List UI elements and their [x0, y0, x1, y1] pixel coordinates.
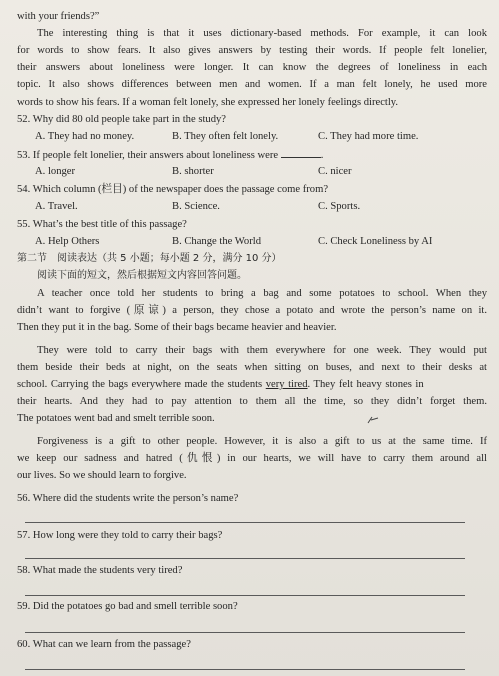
pen-mark: [366, 415, 380, 425]
passage-line: their hearts. And they had to pay attention to them all the time, so they didn’t forget them.: [17, 396, 487, 407]
passage-line: their answers about loneliness were longer. It can know the degrees of loneliness in each: [17, 62, 487, 73]
q55-option-a: A. Help Others: [35, 236, 100, 247]
question-54-stem: 54. Which column (栏目) of the newspaper does the passage come from?: [17, 184, 329, 195]
question-59: 59. Did the potatoes go bad and smell terrible soon?: [17, 601, 238, 612]
q54-option-a: A. Travel.: [35, 201, 78, 212]
passage-line: didn’t want to forgive (原谅) a person, they chose a potato and wrote the person’s name on it.: [17, 305, 487, 316]
passage-line: topic. It also shows differences between men and women. If a man felt lonely, he used more: [17, 79, 487, 90]
q52-option-c: C. They had more time.: [318, 131, 419, 142]
passage-line: we keep our sadness and hatred (仇恨) in our hearts, we will have to carry them around all: [17, 453, 487, 464]
q52-option-b: B. They often felt lonely.: [172, 131, 279, 142]
passage-line: them beside their beds at night, on the seats when sitting on buses, and next to their desks at: [17, 362, 487, 373]
question-53-stem: 53. If people felt lonelier, their answers about loneliness were: [17, 150, 279, 161]
q55-option-b: B. Change the World: [172, 236, 261, 247]
passage-line: with your friends?”: [17, 11, 100, 22]
q53-option-a: A. longer: [35, 166, 76, 177]
answer-line-59[interactable]: [25, 632, 465, 633]
q52-option-a: A. They had no money.: [35, 131, 135, 142]
q53-option-c: C. nicer: [318, 166, 352, 177]
question-53-line: 53. If people felt lonelier, their answers about loneliness were .: [17, 146, 487, 164]
passage-line: They were told to carry their bags with them everywhere for one week. They would put: [37, 345, 487, 356]
section-instruction: 阅读下面的短文，然后根据短文内容回答问题。: [37, 270, 247, 281]
passage-line: school. Carrying the bags everywhere made the students very tired. They felt heavy stones in: [17, 379, 424, 390]
answer-line-60[interactable]: [25, 669, 465, 670]
passage-line: Forgiveness is a gift to other people. However, it is also a gift to us at the same time. If: [37, 436, 487, 447]
answer-blank: [281, 146, 321, 158]
answer-line-58[interactable]: [25, 595, 465, 596]
underlined-phrase: very tired: [265, 379, 308, 390]
passage-line: for words to show fears. It also gives answers by testing their words. If people felt lonelier,: [17, 45, 487, 56]
passage-line: our lives. So we should learn to forgive.: [17, 470, 187, 481]
q55-option-c: C. Check Loneliness by AI: [318, 236, 433, 247]
answer-line-57[interactable]: [25, 558, 465, 559]
question-60: 60. What can we learn from the passage?: [17, 639, 191, 650]
q53-option-b: B. shorter: [172, 166, 214, 177]
passage-line: words to show his fears. If a woman felt lonely, she expressed her lonely feelings directly.: [17, 97, 399, 108]
passage-line: A teacher once told her students to bring a bag and some potatoes to school. When they: [37, 288, 487, 299]
question-57: 57. How long were they told to carry their bags?: [17, 530, 223, 541]
question-58: 58. What made the students very tired?: [17, 565, 183, 576]
passage-line: Then they put it in the bag. Some of their bags became heavier and heavier.: [17, 322, 337, 333]
question-55-stem: 55. What’s the best title of this passage?: [17, 219, 187, 230]
question-56: 56. Where did the students write the person’s name?: [17, 493, 239, 504]
q54-option-b: B. Science.: [172, 201, 220, 212]
section-title: 第二节 阅读表达（共 5 小题；每小题 2 分，满分 10 分）: [17, 253, 282, 264]
passage-line: The potatoes went bad and smelt terrible soon.: [17, 413, 215, 424]
answer-line-56[interactable]: [25, 522, 465, 523]
q54-option-c: C. Sports.: [318, 201, 361, 212]
passage-line: The interesting thing is that it uses dictionary-based methods. For example, it can look: [37, 28, 487, 39]
question-52-stem: 52. Why did 80 old people take part in the study?: [17, 114, 226, 125]
